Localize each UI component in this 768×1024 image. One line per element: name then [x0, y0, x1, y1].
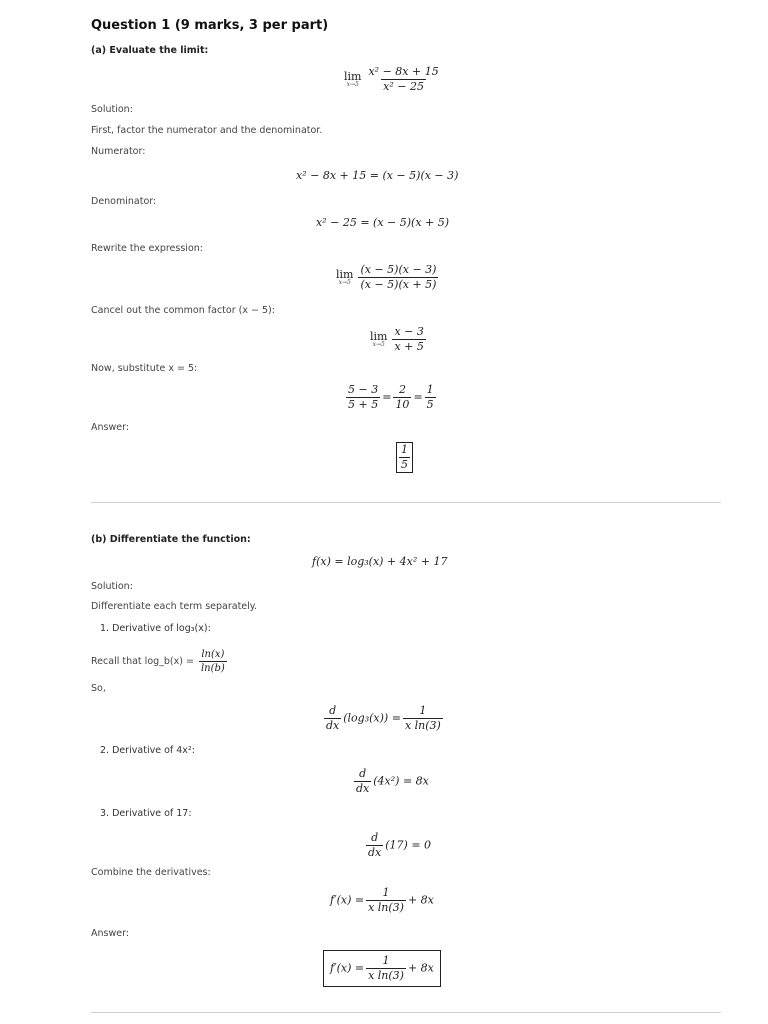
- step-intro-text: Differentiate each term separately.: [91, 601, 258, 612]
- list-item-3: 3. Derivative of 17:: [100, 808, 192, 819]
- answer-label-a: Answer:: [91, 422, 130, 433]
- combine-label: Combine the derivatives:: [91, 867, 211, 878]
- rewrite-label: Rewrite the expression:: [91, 243, 203, 254]
- denominator-label: Denominator:: [91, 196, 157, 207]
- answer-box-a: $\frac{1}{5}$: [396, 442, 413, 473]
- rewrite-expression: lim x→5 $\frac{(x - 5)(x - 3)}{(x - 5)(x + 5)}$: [336, 263, 437, 292]
- solution-label-a: Solution:: [91, 104, 133, 115]
- substitute-label: Now, substitute x = 5:: [91, 363, 198, 374]
- numerator-label: Numerator:: [91, 146, 146, 157]
- step-factor-text: First, factor the numerator and the denominator.: [91, 125, 323, 136]
- combined-derivative: f′(x) = $\frac{1}{\text{x ln(3)}}$ + 8x: [330, 886, 434, 915]
- numerator-equation: x² − 8x + 15 = (x − 5)(x − 3): [296, 169, 459, 182]
- part-b-heading: (b) Differentiate the function:: [91, 534, 251, 545]
- answer-box-b: f′(x) = $\frac{1}{\text{x ln(3)}}$ + 8x: [323, 950, 441, 987]
- question-title: Question 1 (9 marks, 3 per part): [91, 18, 329, 33]
- derivative-quadratic: $\frac{d}{dx}$ (4x²) = 8x: [356, 767, 429, 796]
- cancel-label: Cancel out the common factor (x − 5):: [91, 305, 275, 316]
- answer-label-b: Answer:: [91, 928, 130, 939]
- derivative-log: $\frac{d}{dx}$ (log₃(x)) = $\frac{1}{\text{x ln(3)}}$: [326, 704, 441, 733]
- substitution-result: $\frac{5 - 3}{5 + 5}$ = $\frac{2}{10}$ = $\frac{1}{5}$: [348, 383, 434, 412]
- denominator-equation: x² − 25 = (x − 5)(x + 5): [316, 216, 450, 229]
- cancel-expression: lim x→5 $\frac{x - 3}{x + 5}$: [370, 325, 424, 354]
- list-item-1: 1. Derivative of log₃(x):: [100, 623, 211, 634]
- function-definition: f(x) = log₃(x) + 4x² + 17: [312, 555, 448, 568]
- list-item-2: 2. Derivative of 4x²:: [100, 745, 195, 756]
- part-a-heading: (a) Evaluate the limit:: [91, 45, 209, 56]
- recall-formula: Recall that log_b(x) = $\frac{\ln(x)}{\ln(b)}$: [91, 649, 225, 674]
- section-divider-bottom: [91, 1012, 721, 1013]
- derivative-constant: $\frac{d}{dx}$ (17) = 0: [368, 831, 432, 860]
- so-label: So,: [91, 683, 106, 694]
- limit-expression: lim x→5 $\frac{\text{x² − 8x + 15}}{\text{x² − 25}}$: [344, 65, 439, 94]
- solution-label-b: Solution:: [91, 581, 133, 592]
- section-divider: [91, 502, 721, 503]
